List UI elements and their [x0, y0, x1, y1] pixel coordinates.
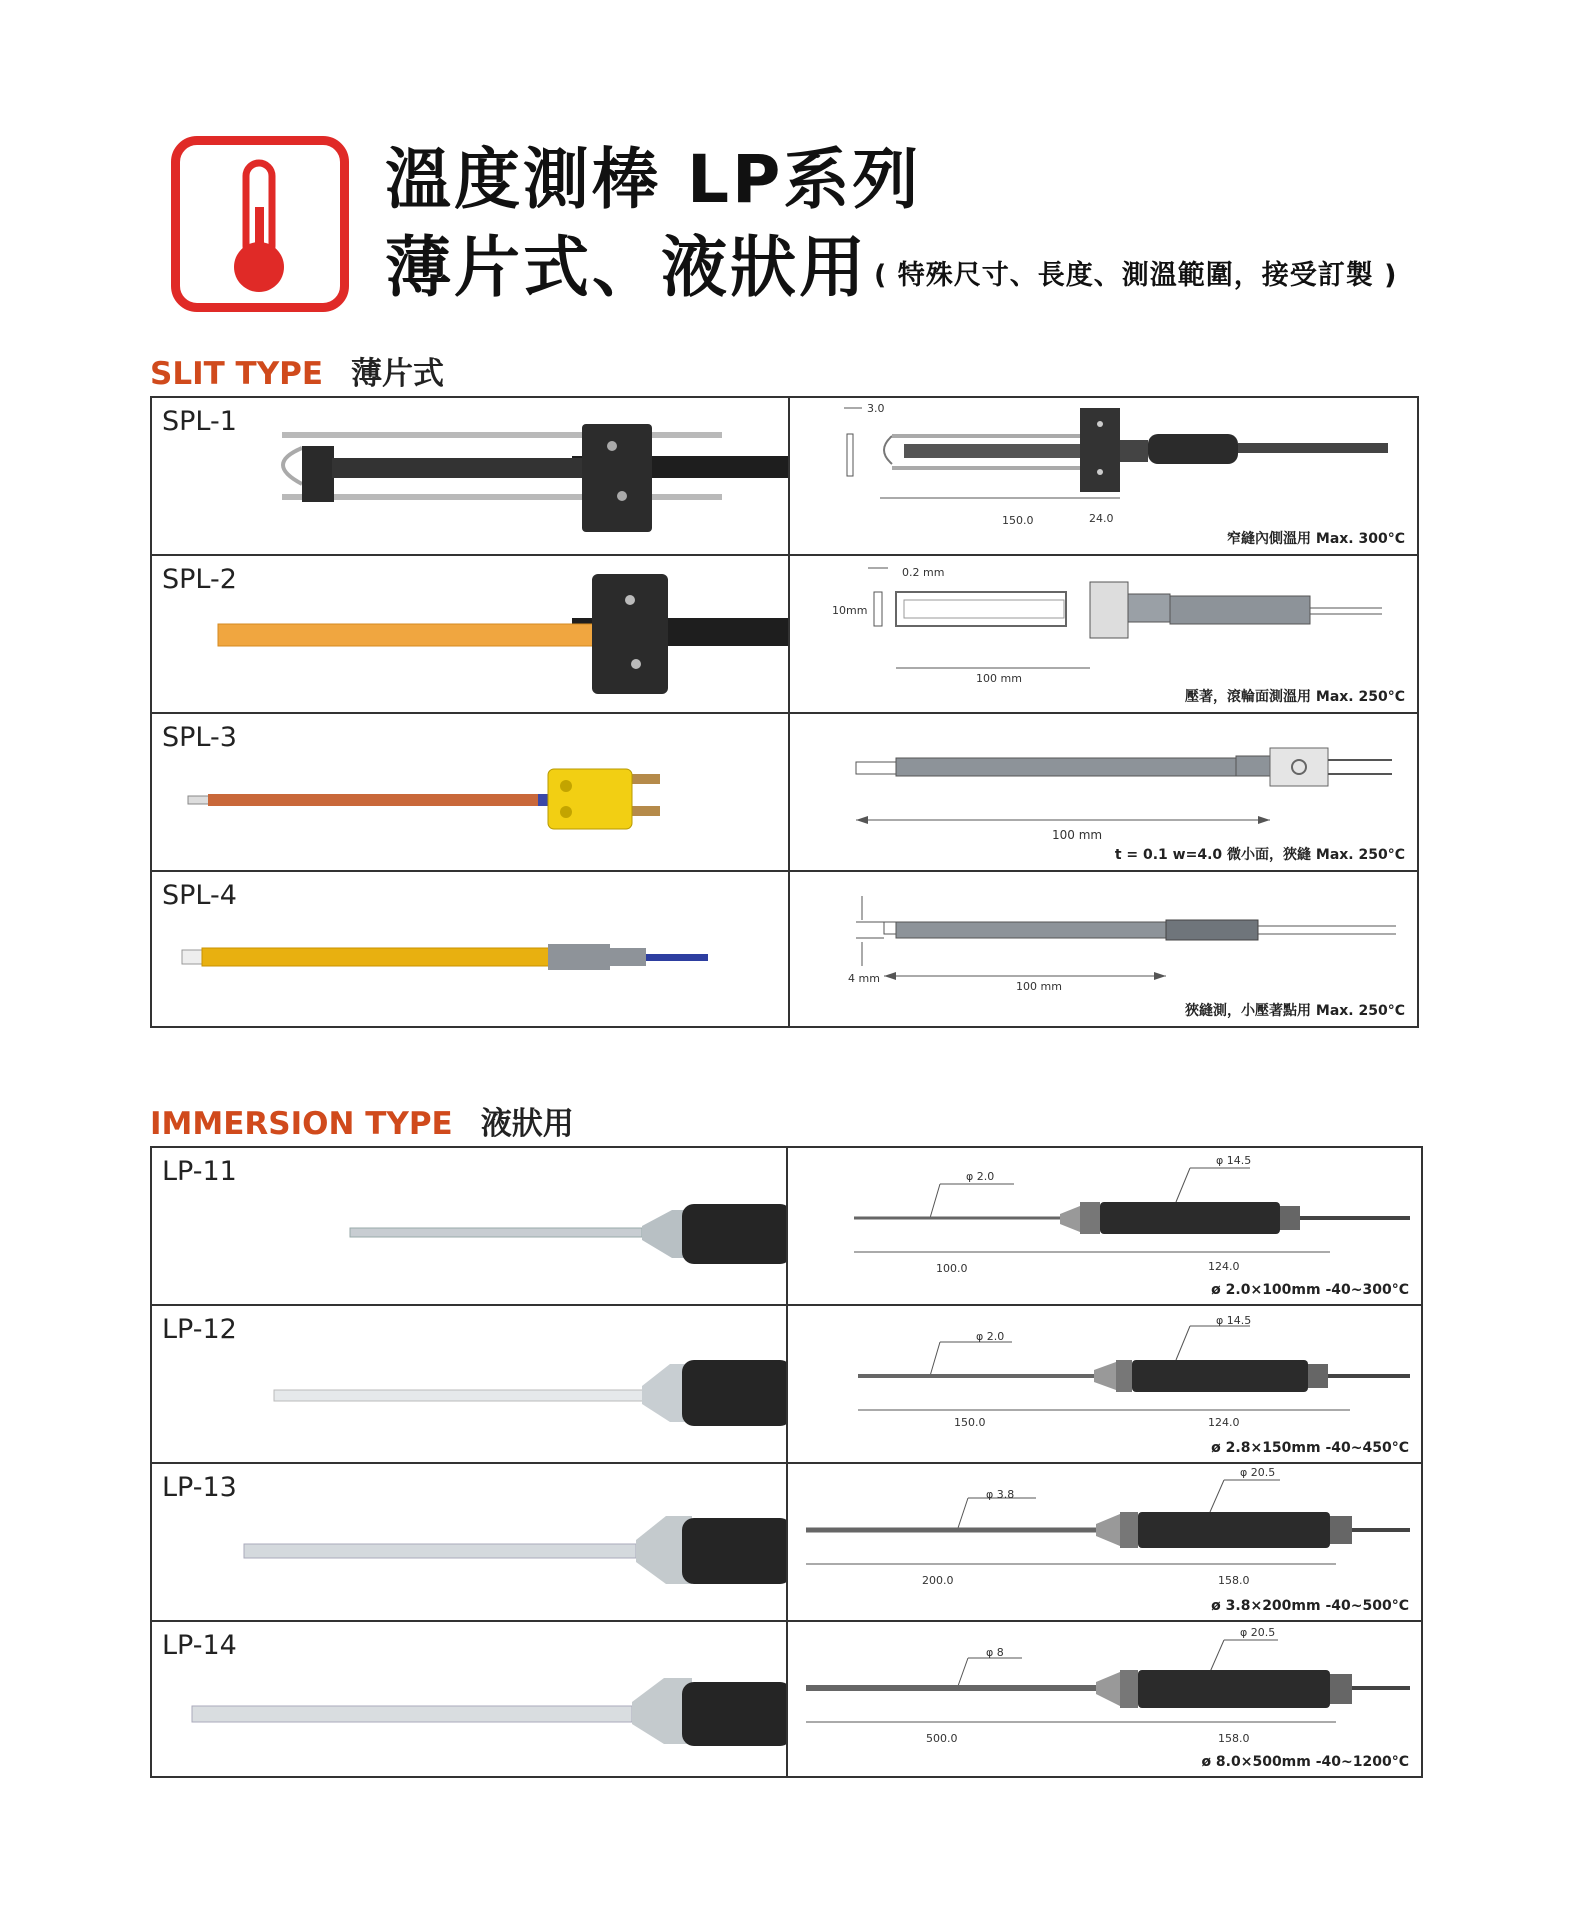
dim-label: 4 mm	[848, 972, 880, 985]
spec-text: ø 2.8×150mm -40~450°C	[1211, 1440, 1409, 1456]
lp-14-drawing	[790, 1622, 1421, 1776]
lp-11-drawing	[790, 1148, 1421, 1304]
dimension-drawing-cell	[790, 1464, 1421, 1620]
table-row	[152, 714, 1417, 872]
dim-label: 24.0	[1089, 512, 1114, 525]
dimension-drawing-cell	[790, 1306, 1421, 1462]
dim-label: 150.0	[1002, 514, 1034, 527]
product-photo-cell	[152, 1306, 788, 1462]
spec-text: ø 8.0×500mm -40~1200°C	[1201, 1754, 1409, 1770]
dimension-drawing-cell	[792, 398, 1417, 554]
dim-label: 124.0	[1208, 1260, 1240, 1273]
slit-type-heading	[150, 348, 444, 393]
dim-label: φ 20.5	[1240, 1466, 1276, 1479]
slit-heading-zh: 薄片式	[351, 356, 445, 392]
lp-13-drawing	[790, 1464, 1421, 1620]
product-photo-cell	[152, 1464, 788, 1620]
model-code: SPL-4	[162, 880, 237, 911]
subtitle-note: ( 特殊尺寸、長度、測溫範圍，接受訂製 )	[874, 260, 1398, 291]
slit-type-table	[150, 396, 1419, 1028]
dim-label: 158.0	[1218, 1574, 1250, 1587]
dim-label: φ 3.8	[986, 1488, 1015, 1501]
dim-label: φ 14.5	[1216, 1314, 1252, 1327]
dim-label: φ 8	[986, 1646, 1004, 1659]
table-row	[152, 1148, 1421, 1306]
lp-11-photo	[152, 1148, 786, 1304]
spl-3-photo	[152, 714, 788, 870]
product-photo-cell	[152, 714, 790, 870]
product-photo-cell	[152, 398, 790, 554]
model-code: SPL-2	[162, 564, 237, 595]
model-code: SPL-3	[162, 722, 237, 753]
dim-label: 100 mm	[1052, 828, 1103, 842]
dim-label: 150.0	[954, 1416, 986, 1429]
table-row	[152, 1464, 1421, 1622]
immersion-type-table	[150, 1146, 1423, 1778]
spl-1-photo	[152, 398, 788, 554]
spec-text: 壓著，滾輪面測溫用 Max. 250°C	[1185, 689, 1405, 705]
dim-label: 10mm	[832, 604, 868, 617]
dim-label: 200.0	[922, 1574, 954, 1587]
model-code: LP-12	[162, 1314, 237, 1345]
dim-label: 124.0	[1208, 1416, 1240, 1429]
model-code: LP-14	[162, 1630, 237, 1661]
page-title: 溫度測棒 LP系列	[385, 141, 922, 218]
dim-label: 500.0	[926, 1732, 958, 1745]
spl-2-photo	[152, 556, 788, 712]
spec-text: 狹縫測，小壓著點用 Max. 250°C	[1185, 1003, 1405, 1019]
dim-label: φ 20.5	[1240, 1626, 1276, 1639]
immersion-heading-zh: 液狀用	[480, 1106, 574, 1142]
page-subtitle	[385, 228, 1397, 316]
model-code: SPL-1	[162, 406, 237, 437]
lp-12-drawing	[790, 1306, 1421, 1462]
spec-text: ø 2.0×100mm -40~300°C	[1211, 1282, 1409, 1298]
dimension-drawing-cell	[790, 1148, 1421, 1304]
spec-text: ø 3.8×200mm -40~500°C	[1211, 1598, 1409, 1614]
table-row	[152, 1622, 1421, 1776]
dimension-drawing-cell	[790, 1622, 1421, 1776]
product-photo-cell	[152, 1148, 788, 1304]
product-photo-cell	[152, 872, 790, 1026]
table-row	[152, 398, 1417, 556]
lp-14-photo	[152, 1622, 786, 1776]
lp-12-photo	[152, 1306, 786, 1462]
model-code: LP-13	[162, 1472, 237, 1503]
lp-13-photo	[152, 1464, 786, 1620]
logo-badge	[171, 136, 349, 312]
dim-label: φ 14.5	[1216, 1154, 1252, 1167]
dim-label: 100.0	[936, 1262, 968, 1275]
product-photo-cell	[152, 556, 790, 712]
immersion-heading-en: IMMERSION TYPE	[150, 1106, 453, 1142]
dim-label: 0.2 mm	[902, 566, 945, 579]
dimension-drawing-cell	[792, 714, 1417, 870]
dim-label: 100 mm	[976, 672, 1022, 685]
slit-heading-en: SLIT TYPE	[150, 356, 324, 392]
table-row	[152, 872, 1417, 1026]
dim-label: φ 2.0	[976, 1330, 1005, 1343]
dimension-drawing-cell	[792, 556, 1417, 712]
thermometer-icon	[180, 145, 340, 303]
immersion-type-heading	[150, 1098, 574, 1143]
spec-text: 窄縫內側溫用 Max. 300°C	[1227, 531, 1405, 547]
table-row	[152, 1306, 1421, 1464]
spl-4-photo	[152, 872, 788, 1026]
subtitle-main: 薄片式、液狀用	[385, 229, 868, 306]
product-photo-cell	[152, 1622, 788, 1776]
dim-label: 158.0	[1218, 1732, 1250, 1745]
dim-label: 3.0	[867, 402, 885, 415]
dimension-drawing-cell	[792, 872, 1417, 1026]
spec-text: t = 0.1 w=4.0 微小面，狹縫 Max. 250°C	[1114, 847, 1405, 863]
model-code: LP-11	[162, 1156, 237, 1187]
dim-label: φ 2.0	[966, 1170, 995, 1183]
table-row	[152, 556, 1417, 714]
dim-label: 100 mm	[1016, 980, 1062, 993]
